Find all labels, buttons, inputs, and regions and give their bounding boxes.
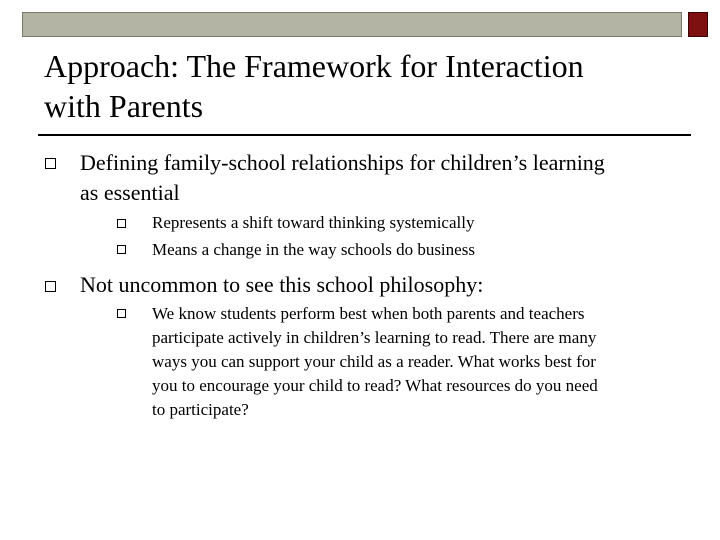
title-divider	[38, 134, 691, 136]
bullet-2-text: Not uncommon to see this school philosophy:	[80, 272, 484, 297]
bullet-1-sub-2: Means a change in the way schools do business	[152, 240, 475, 259]
bullet-1-line-1: Defining family-school relationships for children’s learning	[80, 150, 605, 175]
paragraph-line-3: ways you can support your child as a reader. What works best for	[152, 352, 596, 371]
bullet-1-line-2: as essential	[80, 180, 180, 205]
slide-title-line-1: Approach: The Framework for Interaction	[44, 48, 584, 84]
paragraph-line-5: to participate?	[152, 400, 249, 419]
bullet-1-text	[80, 148, 605, 208]
slide-title-line-2: with Parents	[44, 88, 204, 124]
slide-title	[44, 46, 684, 126]
sub-bullet-square-icon	[117, 309, 126, 318]
corner-accent-box	[688, 12, 708, 37]
bullet-square-icon	[45, 158, 56, 169]
sub-bullet-square-icon	[117, 245, 126, 254]
top-decoration-bar	[22, 12, 682, 37]
sub-bullet-square-icon	[117, 219, 126, 228]
paragraph-line-2: participate actively in children’s learning to read. There are many	[152, 328, 597, 347]
bullet-square-icon	[45, 281, 56, 292]
bullet-2-sub-paragraph	[152, 302, 598, 422]
bullet-1-sub-1: Represents a shift toward thinking systemically	[152, 213, 475, 232]
paragraph-line-1: We know students perform best when both parents and teachers	[152, 304, 585, 323]
paragraph-line-4: you to encourage your child to read? What resources do you need	[152, 376, 598, 395]
